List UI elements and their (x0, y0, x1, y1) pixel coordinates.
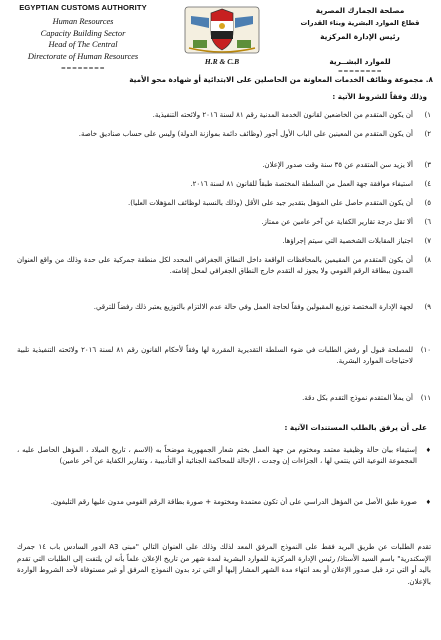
documents-heading: على أن يرفق بالطلب المستندات الآتية : (284, 423, 427, 432)
header-line-4: Directorate of Human Resources (27, 51, 139, 61)
header-ar-line-2: قطاع الموارد البشرية وبناء القدرات (300, 19, 420, 27)
condition-item: ١١) أن يملأ المتقدم نموذج التقدم بكل دقة. (302, 394, 431, 402)
header-divider: ======== (60, 65, 106, 72)
header-ar-line-1: مصلحة الجمارك المصرية (315, 6, 405, 15)
condition-item: ٢) أن يكون المتقدم من المعينين على الباب الأول أجور (وظائف دائمة بموازنة الدولة) وليس على حساب صناديق خاصة. (78, 130, 431, 138)
logo-caption: H.R & C.B (204, 57, 240, 66)
section-title-text: مجموعة وظائف الخدمات المعاونة من الحاصلين على الابتدائية أو شهادة محو الأمية (129, 75, 424, 84)
condition-item: ١) أن يكون المتقدم من الخاضعين لقانون الخدمة المدنية رقم ٨١ لسنة ٢٠١٦ ولائحته التنفيذية. (152, 111, 431, 119)
header-right (285, 4, 435, 76)
section-title (7, 74, 433, 85)
org-name-en: EGYPTIAN CUSTOMS AUTHORITY (19, 3, 147, 12)
document-item: ♦ إستيفاء بيان حالة وظيفية معتمد ومختوم من جهة العمل بختم شعار الجمهورية موضحاً به (الاسم ، تاريخ الميلاد ، المؤهل الحاصل عليه ، المجموعة النوعية التي ينتمي لها ، الجزاءات إن وجدت ، الإحالة للمحاكمة الجنائية أو التأديبية ، وتقارير الكفاية عن آخر عامين) (17, 445, 431, 467)
submission-instructions: تقدم الطلبات عن طريق البريد فقط على النموذج المرفق المعد لذلك وذلك على العنوان التالي "مبنى A3 الدور السادس باب ١٤ جمرك الإسكندرية" باسم السيد الأستاذ/ رئيس الإدارة المركزية للموارد البشرية لمدة شهر من تاريخ الإعلان علماً بأنه لن يلتفت إلى الطلبات التي تقدم باليد أو التي ترد قبل صدور الإعلان أو بعد انتهاء مدة الشهر المشار إليها أو التي ترد بدون النموذج المرفق أو غير مستوفاة لأحد الشروط الواردة بالإعلان. (17, 543, 432, 586)
condition-item: ٩) لجهة الإدارة المختصة توزيع المقبولين وفقاً لحاجة العمل وفي حالة عدم الالتزام بالتوزيع يعتبر ذلك رفضاً للترقي. (93, 303, 431, 311)
condition-item: ٧) اجتياز المقابلات الشخصية التي سيتم إجراؤها. (282, 237, 431, 245)
condition-item: ١٠) للمصلحة قبول أو رفض الطلبات في ضوء السلطة التقديرية المقررة لها وفقاً لأحكام القانون رقم ٨١ لسنة ٢٠١٦ ولائحته التنفيذية تلبية لاحتياجات الموارد البشرية. (17, 346, 431, 366)
header-left (8, 3, 158, 73)
document-item: ♦ صورة طبق الأصل من المؤهل الدراسي على أن تكون معتمدة ومختومة + صورة بطاقة الرقم القومي مدون عليها رقم التليفون. (17, 497, 431, 508)
condition-item: ٨) أن يكون المتقدم من المقيمين بالمحافظات الواقعة داخل النطاق الجغرافي المحدد لكل منطقة جمركية على حدة وذلك من واقع العنوان المدون ببطاقة الرقم القومي ولا يجوز له التقدم خارج النطاق الجغرافي لمحل إقامته. (17, 256, 431, 276)
header-line-2: Capacity Building Sector (40, 28, 126, 38)
condition-item: ٣) ألا يزيد سن المتقدم عن ٣٥ سنة وقت صدور الإعلان. (262, 161, 431, 169)
header-ar-divider: ======== (337, 68, 383, 75)
header-ar-line-3: رئيس الإدارة المركزية (320, 32, 400, 41)
condition-item: ٤) استيفاء موافقة جهة العمل من السلطة المختصة طبقاً للقانون ٨١ لسنة ٢٠١٦. (190, 180, 431, 188)
conditions-subtitle: وذلك وفقاً للشروط الآتية : (332, 92, 427, 101)
header-ar-sub: للموارد البشــرية (329, 57, 391, 66)
condition-item: ٥) أن يكون المتقدم حاصل على المؤهل بتقدير جيد على الأقل (وذلك بالنسبة لوظائف المؤهلات العليا). (128, 199, 431, 207)
customs-emblem-logo (183, 4, 261, 56)
bullet-icon: ♦ (425, 499, 431, 506)
bullet-icon: ♦ (425, 447, 431, 454)
header-line-3: Head of The Central (48, 40, 118, 49)
condition-item: ٦) ألا تقل درجة تقارير الكفاية عن آخر عامين عن ممتاز. (261, 218, 431, 226)
header-line-1: Human Resources (52, 17, 114, 26)
section-number: ٨. (425, 75, 433, 84)
